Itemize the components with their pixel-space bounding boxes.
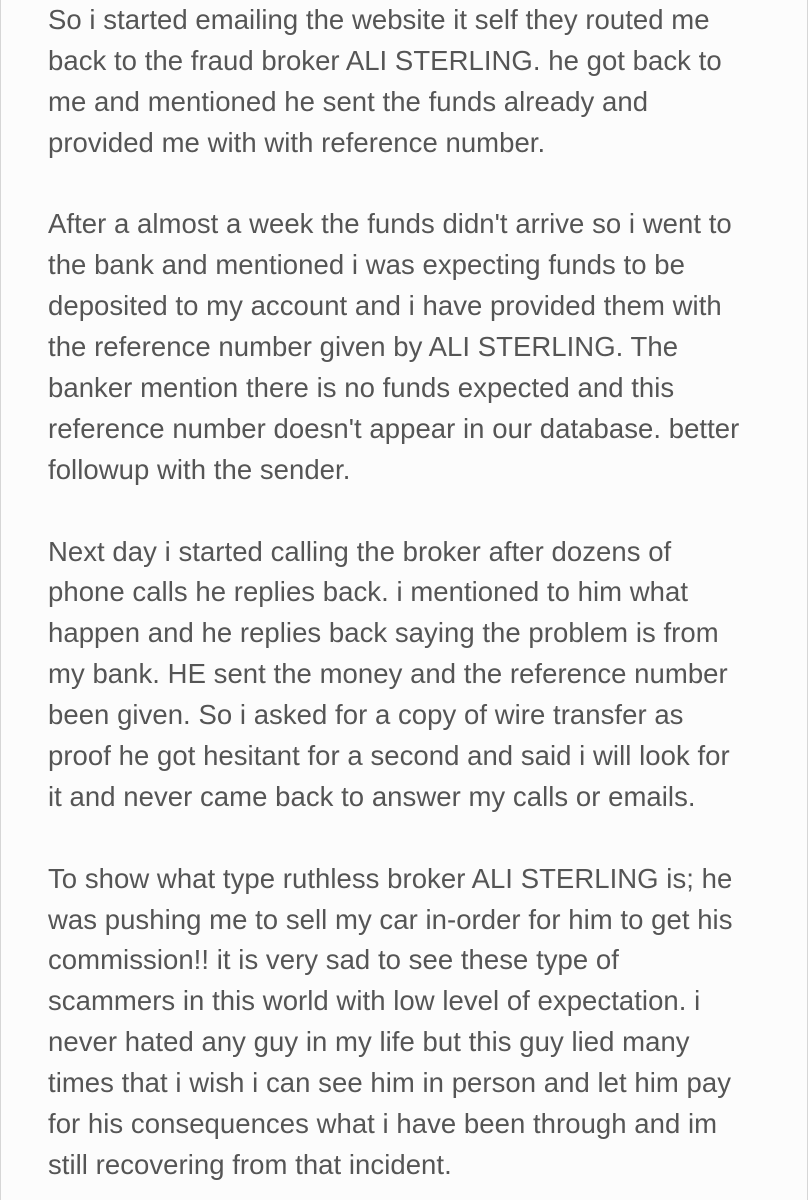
text-line: it and never came back to answer my calls or emails. <box>48 780 696 812</box>
document-body <box>48 0 793 1186</box>
paragraph-calling-broker <box>48 532 793 818</box>
text-line: been given. So i asked for a copy of wire transfer as <box>48 699 684 731</box>
text-line: After a almost a week the funds didn't arrive so i went to <box>48 208 732 240</box>
text-line: banker mention there is no funds expected and this <box>48 372 675 404</box>
text-line: for his consequences what i have been through and im <box>48 1108 718 1140</box>
paragraph-bank-visit <box>48 204 793 490</box>
text-line: the reference number given by ALI STERLING. The <box>48 331 679 363</box>
text-line: To show what type ruthless broker ALI STERLING is; he <box>48 862 733 894</box>
text-line: still recovering from that incident. <box>48 1148 452 1180</box>
paragraph-spacer <box>48 818 793 859</box>
text-line: So i started emailing the website it self they routed me <box>48 4 710 35</box>
text-line: scammers in this world with low level of expectation. i <box>48 985 701 1017</box>
text-line: the bank and mentioned i was expecting funds to be <box>48 249 685 281</box>
text-line: followup with the sender. <box>48 453 351 485</box>
paragraph-emailing-website <box>48 0 793 164</box>
paragraph-spacer <box>48 164 793 205</box>
text-line: Next day i started calling the broker after dozens of <box>48 535 672 567</box>
text-line: provided me with with reference number. <box>48 126 546 158</box>
text-line: commission!! it is very sad to see these type of <box>48 944 619 976</box>
text-line: happen and he replies back saying the problem is from <box>48 617 719 649</box>
text-line: never hated any guy in my life but this guy lied many <box>48 1026 690 1058</box>
text-line: deposited to my account and i have provided them with <box>48 290 722 322</box>
text-line: proof he got hesitant for a second and said i will look for <box>48 740 730 772</box>
paragraph-ruthless-broker <box>48 859 793 1186</box>
text-line: my bank. HE sent the money and the reference number <box>48 658 728 690</box>
text-line: reference number doesn't appear in our database. better <box>48 412 740 444</box>
text-line: back to the fraud broker ALI STERLING. he got back to <box>48 44 722 76</box>
text-line: me and mentioned he sent the funds already and <box>48 85 649 117</box>
text-line: times that i wish i can see him in person and let him pay <box>48 1067 732 1099</box>
text-line: phone calls he replies back. i mentioned to him what <box>48 576 689 608</box>
paragraph-spacer <box>48 491 793 532</box>
text-line: was pushing me to sell my car in-order for him to get his <box>48 903 733 935</box>
